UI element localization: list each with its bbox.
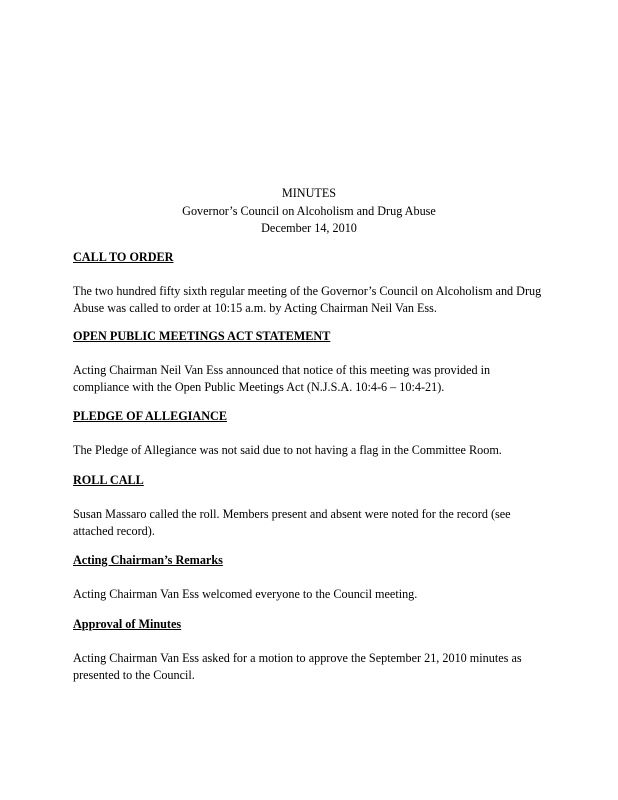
section-pledge-of-allegiance — [73, 408, 553, 459]
section-acting-chairmans-remarks — [73, 552, 553, 603]
section-body-line: compliance with the Open Public Meetings Act (N.J.S.A. 10:4-6 – 10:4-21). — [73, 380, 445, 394]
section-heading: OPEN PUBLIC MEETINGS ACT STATEMENT — [73, 329, 331, 343]
document-header — [0, 185, 618, 238]
section-approval-of-minutes — [73, 616, 553, 684]
section-heading: Acting Chairman’s Remarks — [73, 553, 223, 567]
meeting-date: December 14, 2010 — [261, 221, 357, 235]
section-body-line: The Pledge of Allegiance was not said due to not having a flag in the Committee Room. — [73, 443, 502, 457]
document-title: MINUTES — [281, 186, 337, 200]
section-heading: ROLL CALL — [73, 473, 144, 487]
section-body-line: Susan Massaro called the roll. Members present and absent were noted for the record (see — [73, 507, 511, 521]
section-heading: Approval of Minutes — [73, 617, 182, 631]
section-body-line: The two hundred fifty sixth regular meeting of the Governor’s Council on Alcoholism and Drug — [73, 284, 542, 298]
section-body-line: Abuse was called to order at 10:15 a.m. by Acting Chairman Neil Van Ess. — [73, 301, 437, 315]
section-open-public-meetings — [73, 328, 553, 396]
section-body-line: Acting Chairman Van Ess welcomed everyone to the Council meeting. — [73, 587, 418, 601]
section-call-to-order — [73, 249, 553, 317]
section-body-line: Acting Chairman Van Ess asked for a motion to approve the September 21, 2010 minutes as — [73, 651, 522, 665]
section-body-line: Acting Chairman Neil Van Ess announced that notice of this meeting was provided in — [73, 363, 491, 377]
section-body-line: presented to the Council. — [73, 668, 195, 682]
section-roll-call — [73, 472, 553, 540]
section-heading: PLEDGE OF ALLEGIANCE — [73, 409, 227, 423]
section-heading: CALL TO ORDER — [73, 250, 174, 264]
organization-name: Governor’s Council on Alcoholism and Drug Abuse — [182, 203, 436, 218]
section-body-line: attached record). — [73, 524, 155, 538]
